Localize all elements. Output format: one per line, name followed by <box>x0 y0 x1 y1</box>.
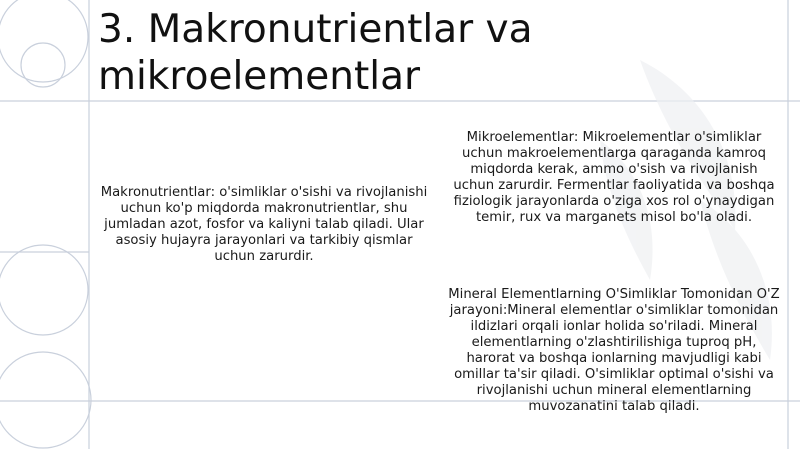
decor-circle-left-mid <box>0 245 88 335</box>
slide-title: 3. Makronutrientlar va mikroelementlar <box>98 7 533 99</box>
decor-circle-left-bottom <box>0 352 91 448</box>
decor-circle-small <box>21 43 65 87</box>
microelements-paragraph: Mikroelementlar: Mikroelementlar o'simliklar uchun makroelementlarga qaraganda kamroq miqdorda kerak, ammo o'sish va rivojlanish uchun zarurdir. Fermentlar faoliyatida va boshqa fiziologik jarayonlarda o'ziga xos rol o'ynaydigan temir, rux va marganets misol bo'la oladi. <box>453 130 775 225</box>
macronutrients-paragraph: Makronutrientlar: o'simliklar o'sishi va rivojlanishi uchun ko'p miqdorda makronutrientlar, shu jumladan azot, fosfor va kaliyni talab qiladi. Ular asosiy hujayra jarayonlari va tarkibiy qismlar uchun zarurdir. <box>100 185 428 264</box>
decor-circle-large <box>0 0 88 82</box>
mineral-uptake-paragraph: Mineral Elementlarning O'Simliklar Tomonidan O'Z jarayoni:Mineral elementlar o'simliklar tomonidan ildizlari orqali ionlar holida so'riladi. Mineral elementlarning o'zlashtirilishiga tuproq pH, harorat va boshqa ionlarning mavjudligi kabi omillar ta'sir qiladi. O'simliklar optimal o'sishi va rivojlanishi uchun mineral elementlarning muvozanatini talab qiladi. <box>448 287 780 414</box>
